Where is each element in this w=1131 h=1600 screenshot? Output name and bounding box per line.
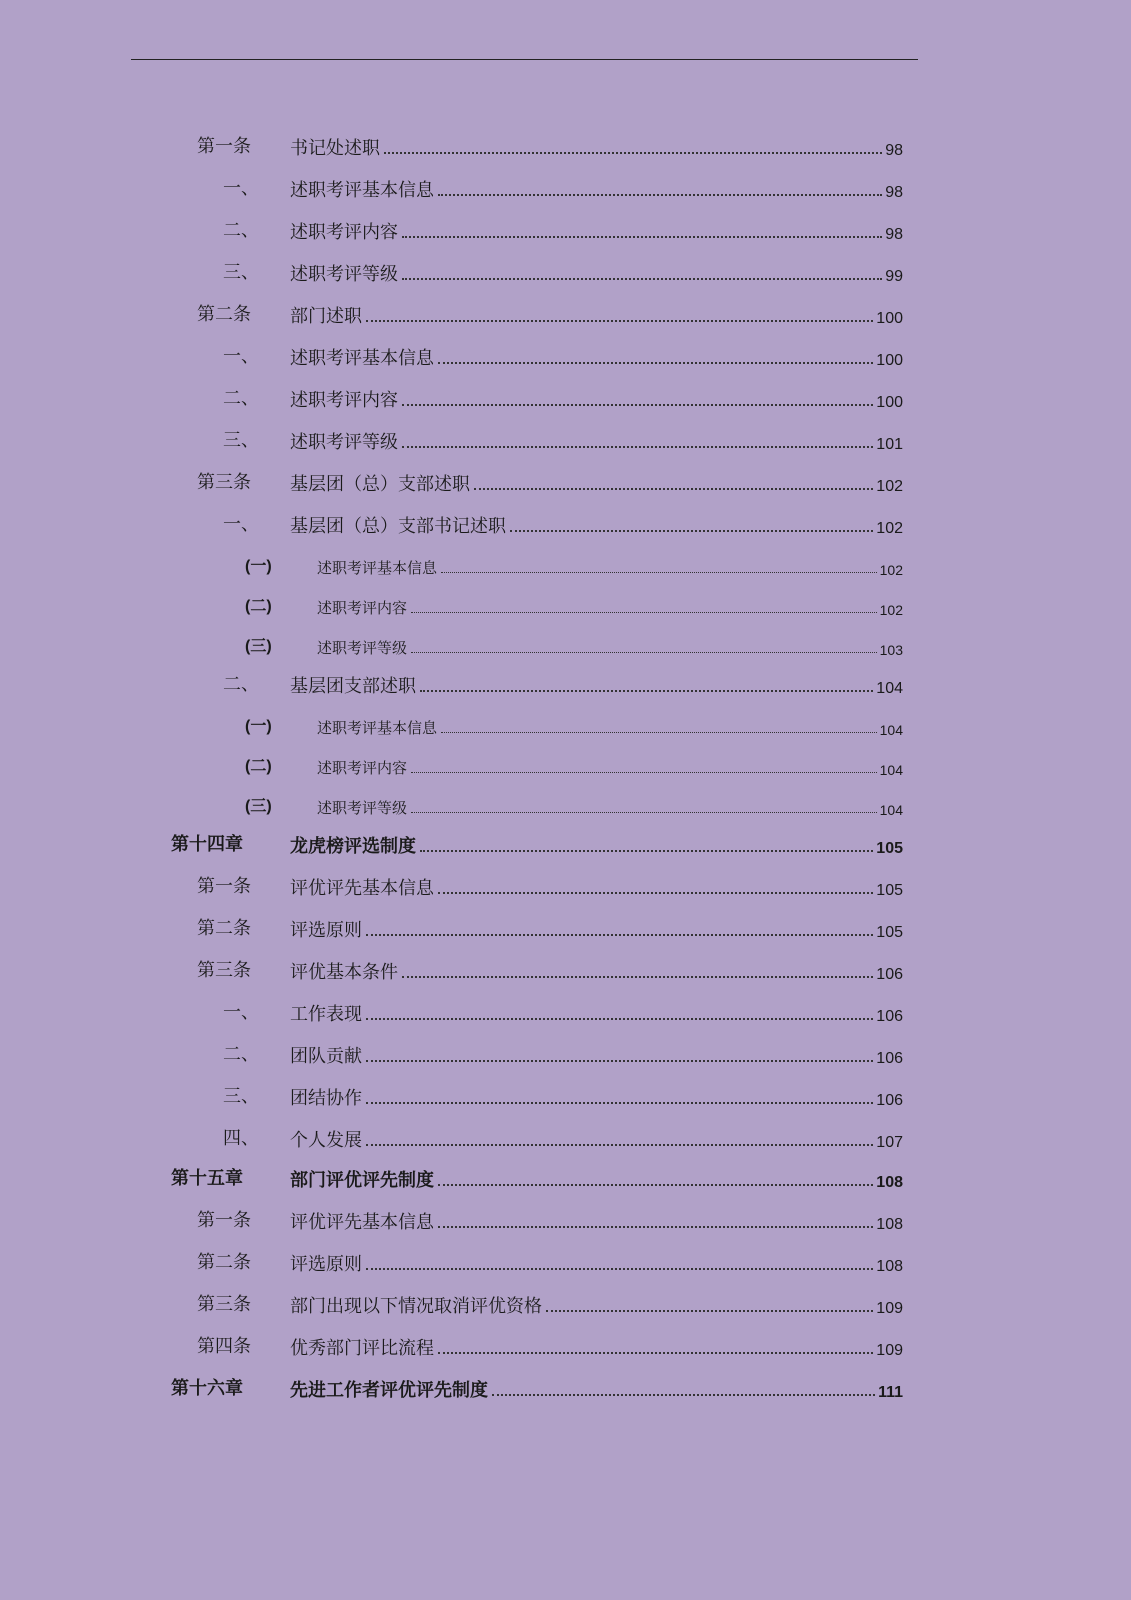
toc-entry-line: [290, 218, 903, 244]
toc-entry-page: 107: [876, 1134, 903, 1151]
toc-entry-page: 98: [885, 226, 903, 243]
toc-entry-title: 述职考评等级: [290, 432, 398, 453]
toc-entry-number: 第十六章: [171, 1378, 243, 1399]
toc-entry-line: [290, 874, 903, 900]
toc-entry-page: 106: [876, 1008, 903, 1025]
toc-entry-page: 105: [876, 882, 903, 899]
toc-entry-title: 团结协作: [290, 1088, 362, 1109]
toc-entry-line: [290, 176, 903, 202]
toc-entry[interactable]: [0, 130, 1131, 160]
toc-entry-page: 100: [876, 394, 903, 411]
toc-entry-number: 第一条: [197, 1210, 251, 1231]
toc-entry-line: [290, 1250, 903, 1276]
dot-leader: [366, 1018, 873, 1020]
toc-entry-line: [290, 1126, 903, 1152]
toc-entry-title: 述职考评内容: [290, 222, 398, 243]
toc-entry-line: [290, 1334, 903, 1360]
toc-entry-number: 第三条: [197, 960, 251, 981]
toc-entry-number: (二): [245, 758, 272, 775]
toc-entry-number: 三、: [223, 1086, 259, 1107]
toc-entry-page: 104: [879, 802, 903, 818]
toc-entry-page: 109: [876, 1300, 903, 1317]
dot-leader: [474, 488, 873, 490]
toc-entry-number: 二、: [223, 674, 259, 695]
toc-entry-title: 团队贡献: [290, 1046, 362, 1067]
dot-leader: [402, 236, 882, 238]
toc-entry-number: 一、: [223, 346, 259, 367]
dot-leader: [402, 278, 882, 280]
toc-entry-title: 先进工作者评优评先制度: [290, 1380, 488, 1401]
toc-entry-page: 103: [879, 642, 903, 658]
toc-entry-page: 98: [885, 142, 903, 159]
toc-entry-number: (二): [245, 598, 272, 615]
toc-entry-title: 部门出现以下情况取消评优资格: [290, 1296, 542, 1317]
toc-entry-line: [290, 302, 903, 328]
toc-entry-page: 100: [876, 352, 903, 369]
dot-leader: [366, 1060, 873, 1062]
toc-entry[interactable]: [0, 1246, 1131, 1276]
toc-entry[interactable]: [0, 1080, 1131, 1110]
toc-entry-line: [290, 916, 903, 942]
dot-leader: [411, 812, 877, 813]
toc-entry-title: 基层团（总）支部述职: [290, 474, 470, 495]
dot-leader: [438, 1226, 873, 1228]
toc-entry-line: [290, 958, 903, 984]
toc-entry-page: 108: [876, 1216, 903, 1233]
toc-entry-number: 第四条: [197, 1336, 251, 1357]
toc-entry-number: 第一条: [197, 136, 251, 157]
toc-entry[interactable]: [0, 628, 1131, 658]
toc-entry[interactable]: [0, 340, 1131, 370]
toc-entry-title: 个人发展: [290, 1130, 362, 1151]
toc-entry[interactable]: [0, 954, 1131, 984]
toc-entry-line: [290, 134, 903, 160]
toc-entry-page: 102: [879, 602, 903, 618]
toc-entry-title: 基层团（总）支部书记述职: [290, 516, 506, 537]
toc-entry-line: [317, 597, 903, 618]
toc-entry-number: 第二条: [197, 304, 251, 325]
toc-entry-page: 105: [876, 840, 903, 857]
toc-entry-number: 三、: [223, 262, 259, 283]
toc-entry-line: [290, 1166, 903, 1192]
toc-entry-line: [290, 1208, 903, 1234]
toc-entry-line: [290, 1376, 903, 1402]
toc-entry-number: 二、: [223, 388, 259, 409]
toc-entry-number: 第三条: [197, 1294, 251, 1315]
toc-entry-number: 一、: [223, 178, 259, 199]
toc-entry-page: 102: [879, 562, 903, 578]
dot-leader: [438, 1184, 873, 1186]
toc-entry-page: 108: [876, 1258, 903, 1275]
toc-entry-title: 部门评优评先制度: [290, 1170, 434, 1191]
toc-entry-number: 第二条: [197, 1252, 251, 1273]
toc-entry-line: [290, 1000, 903, 1026]
toc-entry-number: 二、: [223, 220, 259, 241]
toc-entry-title: 基层团支部述职: [290, 676, 416, 697]
toc-entry-title: 述职考评内容: [317, 599, 408, 617]
toc-entry-page: 105: [876, 924, 903, 941]
toc-entry-title: 述职考评等级: [317, 799, 408, 817]
toc-entry-title: 优秀部门评比流程: [290, 1338, 434, 1359]
toc-entry-line: [290, 832, 903, 858]
toc-entry[interactable]: [0, 1288, 1131, 1318]
toc-entry[interactable]: [0, 172, 1131, 202]
toc-entry-line: [290, 1042, 903, 1068]
toc-entry-title: 书记处述职: [290, 138, 380, 159]
toc-entry-title: 述职考评等级: [317, 639, 408, 657]
toc-entry-number: (三): [245, 798, 272, 815]
toc-entry[interactable]: [0, 708, 1131, 738]
dot-leader: [420, 690, 873, 692]
toc-entry-title: 评选原则: [290, 920, 362, 941]
toc-entry[interactable]: [0, 788, 1131, 818]
toc-entry[interactable]: [0, 996, 1131, 1026]
toc-entry-title: 述职考评等级: [290, 264, 398, 285]
toc-entry[interactable]: [0, 256, 1131, 286]
dot-leader: [366, 1144, 873, 1146]
dot-leader: [411, 612, 877, 613]
toc-entry-line: [290, 344, 903, 370]
toc-entry[interactable]: [0, 1204, 1131, 1234]
toc-entry-line: [290, 1084, 903, 1110]
toc-entry-title: 评优基本条件: [290, 962, 398, 983]
toc-entry-line: [290, 428, 903, 454]
dot-leader: [510, 530, 873, 532]
toc-entry-title: 工作表现: [290, 1004, 362, 1025]
dot-leader: [366, 934, 873, 936]
dot-leader: [546, 1310, 873, 1312]
toc-entry-line: [317, 717, 903, 738]
toc-entry-line: [290, 386, 903, 412]
dot-leader: [384, 152, 882, 154]
dot-leader: [438, 362, 873, 364]
toc-entry-title: 述职考评基本信息: [317, 559, 438, 577]
toc-entry[interactable]: [0, 214, 1131, 244]
toc-entry-number: 三、: [223, 430, 259, 451]
toc-entry-page: 98: [885, 184, 903, 201]
toc-entry[interactable]: [0, 912, 1131, 942]
toc-entry-line: [317, 797, 903, 818]
toc-entry-page: 104: [879, 762, 903, 778]
toc-entry-page: 108: [876, 1174, 903, 1191]
toc-entry-page: 106: [876, 1092, 903, 1109]
toc-entry-page: 99: [885, 268, 903, 285]
toc-entry-number: 第二条: [197, 918, 251, 939]
toc-entry-number: 第三条: [197, 472, 251, 493]
toc-entry-page: 100: [876, 310, 903, 327]
toc-entry-page: 102: [876, 478, 903, 495]
dot-leader: [366, 1102, 873, 1104]
toc-entry-line: [317, 557, 903, 578]
toc-entry-number: 一、: [223, 1002, 259, 1023]
toc-entry-title: 评选原则: [290, 1254, 362, 1275]
toc-entry-number: (三): [245, 638, 272, 655]
dot-leader: [402, 976, 873, 978]
toc-entry[interactable]: [0, 828, 1131, 858]
toc-entry[interactable]: [0, 588, 1131, 618]
toc-entry-title: 述职考评基本信息: [317, 719, 438, 737]
dot-leader: [411, 652, 877, 653]
toc-entry-title: 述职考评基本信息: [290, 180, 434, 201]
toc-entry-number: 二、: [223, 1044, 259, 1065]
dot-leader: [438, 892, 873, 894]
toc-entry-number: (一): [245, 558, 272, 575]
toc-entry-page: 111: [878, 1384, 903, 1401]
toc-entry[interactable]: [0, 298, 1131, 328]
dot-leader: [438, 194, 882, 196]
toc-entry[interactable]: [0, 466, 1131, 496]
toc-entry-page: 106: [876, 966, 903, 983]
toc-entry-page: 104: [876, 680, 903, 697]
toc-entry-title: 评优评先基本信息: [290, 1212, 434, 1233]
toc-entry-title: 评优评先基本信息: [290, 878, 434, 899]
toc-entry-number: 第十四章: [171, 834, 243, 855]
toc-entry[interactable]: [0, 668, 1131, 698]
toc-entry-title: 述职考评内容: [317, 759, 408, 777]
toc-entry[interactable]: [0, 508, 1131, 538]
toc-entry-number: 四、: [223, 1128, 259, 1149]
dot-leader: [492, 1394, 875, 1396]
dot-leader: [402, 446, 873, 448]
toc-entry[interactable]: [0, 1162, 1131, 1192]
toc-entry-page: 106: [876, 1050, 903, 1067]
toc-entry[interactable]: [0, 748, 1131, 778]
dot-leader: [366, 1268, 873, 1270]
dot-leader: [441, 572, 877, 573]
toc-entry[interactable]: [0, 870, 1131, 900]
dot-leader: [402, 404, 873, 406]
dot-leader: [438, 1352, 873, 1354]
toc-entry-number: 一、: [223, 514, 259, 535]
toc-entry-number: (一): [245, 718, 272, 735]
toc-entry[interactable]: [0, 382, 1131, 412]
toc-entry[interactable]: [0, 548, 1131, 578]
toc-entry[interactable]: [0, 1038, 1131, 1068]
dot-leader: [366, 320, 873, 322]
dot-leader: [411, 772, 877, 773]
toc-entry-line: [290, 260, 903, 286]
toc-entry-number: 第一条: [197, 876, 251, 897]
toc-entry-line: [317, 757, 903, 778]
toc-entry-title: 述职考评内容: [290, 390, 398, 411]
toc-entry-title: 述职考评基本信息: [290, 348, 434, 369]
toc-entry-title: 部门述职: [290, 306, 362, 327]
toc-entry-page: 101: [876, 436, 903, 453]
toc-entry-line: [290, 672, 903, 698]
dot-leader: [420, 850, 873, 852]
toc-entry[interactable]: [0, 1372, 1131, 1402]
toc-entry-number: 第十五章: [171, 1168, 243, 1189]
toc-entry-page: 104: [879, 722, 903, 738]
toc-entry[interactable]: [0, 1122, 1131, 1152]
dot-leader: [441, 732, 877, 733]
toc-entry-page: 109: [876, 1342, 903, 1359]
toc-entry-line: [290, 470, 903, 496]
toc-entry-title: 龙虎榜评选制度: [290, 836, 416, 857]
toc-entry[interactable]: [0, 1330, 1131, 1360]
toc-entry-line: [317, 637, 903, 658]
toc-entry[interactable]: [0, 424, 1131, 454]
toc-entry-line: [290, 512, 903, 538]
toc-entry-line: [290, 1292, 903, 1318]
toc-entry-page: 102: [876, 520, 903, 537]
